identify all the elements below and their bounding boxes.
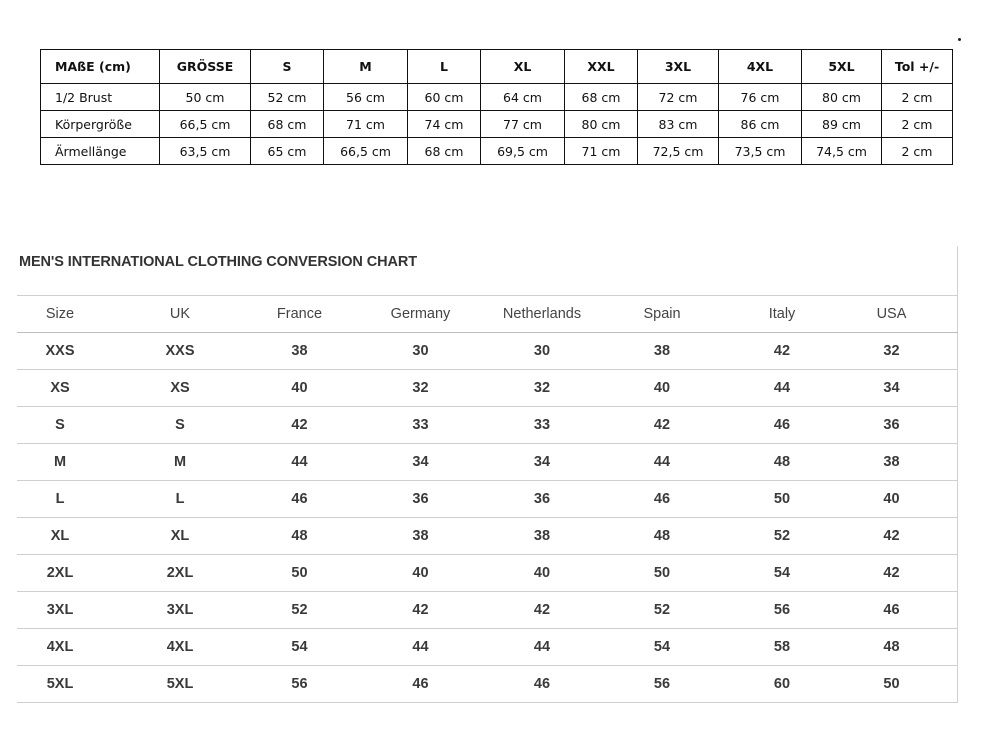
size-table-cell: 86 cm bbox=[719, 111, 802, 138]
conversion-table-cell: 44 bbox=[585, 444, 739, 481]
conversion-table-body bbox=[17, 333, 958, 703]
conversion-table-cell: 56 bbox=[739, 592, 825, 629]
conversion-table-cell: 50 bbox=[585, 555, 739, 592]
conversion-table-row bbox=[17, 333, 958, 370]
size-table-cell: 56 cm bbox=[324, 84, 408, 111]
conversion-table-cell: 34 bbox=[825, 370, 958, 407]
conversion-table-header: Germany bbox=[342, 296, 499, 333]
conversion-table-cell: 40 bbox=[342, 555, 499, 592]
size-table-cell-label: 1/2 Brust bbox=[41, 84, 160, 111]
conversion-table-cell: 40 bbox=[257, 370, 342, 407]
conversion-table-header: Netherlands bbox=[499, 296, 585, 333]
size-table-row bbox=[41, 84, 953, 111]
conversion-table-row bbox=[17, 666, 958, 703]
conversion-table bbox=[17, 295, 958, 703]
conversion-table-cell-label: XL bbox=[17, 518, 103, 555]
conversion-table-cell: 44 bbox=[342, 629, 499, 666]
size-table-body bbox=[41, 84, 953, 165]
conversion-table-cell: 32 bbox=[342, 370, 499, 407]
conversion-table-cell: 38 bbox=[499, 518, 585, 555]
size-table-cell: 80 cm bbox=[565, 111, 638, 138]
size-table-cell: 68 cm bbox=[408, 138, 481, 165]
size-table-cell: 71 cm bbox=[565, 138, 638, 165]
conversion-table-cell: 42 bbox=[825, 555, 958, 592]
size-table-cell: 74 cm bbox=[408, 111, 481, 138]
size-table-header: L bbox=[408, 50, 481, 84]
size-table-cell: 2 cm bbox=[882, 84, 953, 111]
conversion-table-cell: 56 bbox=[585, 666, 739, 703]
conversion-table-cell: 46 bbox=[499, 666, 585, 703]
conversion-table-cell: 46 bbox=[585, 481, 739, 518]
size-table-header: GRÖSSE bbox=[160, 50, 251, 84]
conversion-table-cell: 56 bbox=[257, 666, 342, 703]
size-table-cell: 80 cm bbox=[802, 84, 882, 111]
conversion-table-row bbox=[17, 407, 958, 444]
conversion-table-header: USA bbox=[825, 296, 958, 333]
conversion-table-cell: S bbox=[103, 407, 257, 444]
conversion-table-header: France bbox=[257, 296, 342, 333]
conversion-table-cell: 58 bbox=[739, 629, 825, 666]
conversion-table-cell: 36 bbox=[825, 407, 958, 444]
conversion-table-cell: 40 bbox=[499, 555, 585, 592]
size-table-header-row bbox=[41, 50, 953, 84]
conversion-table-header-row bbox=[17, 296, 958, 333]
size-table-row bbox=[41, 111, 953, 138]
size-table-header: 3XL bbox=[638, 50, 719, 84]
conversion-table-cell: 3XL bbox=[103, 592, 257, 629]
conversion-table-cell: 54 bbox=[257, 629, 342, 666]
size-table-cell: 2 cm bbox=[882, 138, 953, 165]
conversion-table-cell-label: 4XL bbox=[17, 629, 103, 666]
size-table-cell: 83 cm bbox=[638, 111, 719, 138]
conversion-table-cell: 46 bbox=[825, 592, 958, 629]
size-table-header: XL bbox=[481, 50, 565, 84]
size-table-cell: 66,5 cm bbox=[324, 138, 408, 165]
size-table-cell: 74,5 cm bbox=[802, 138, 882, 165]
conversion-table-cell: 52 bbox=[585, 592, 739, 629]
conversion-table-cell: 33 bbox=[499, 407, 585, 444]
size-table-cell: 77 cm bbox=[481, 111, 565, 138]
conversion-table-header: Spain bbox=[585, 296, 739, 333]
conversion-table-cell: 48 bbox=[257, 518, 342, 555]
size-measurement-table bbox=[40, 49, 953, 165]
conversion-table-cell: 44 bbox=[499, 629, 585, 666]
conversion-table-cell-label: L bbox=[17, 481, 103, 518]
conversion-table-cell: 54 bbox=[739, 555, 825, 592]
conversion-table-cell: 38 bbox=[257, 333, 342, 370]
size-table-header: Tol +/- bbox=[882, 50, 953, 84]
conversion-table-cell-label: 2XL bbox=[17, 555, 103, 592]
size-table-header: MAßE (cm) bbox=[41, 50, 160, 84]
conversion-table-cell: 48 bbox=[739, 444, 825, 481]
size-table-cell: 66,5 cm bbox=[160, 111, 251, 138]
conversion-table-cell: 48 bbox=[825, 629, 958, 666]
conversion-table-cell: 44 bbox=[739, 370, 825, 407]
conversion-table-cell: 42 bbox=[257, 407, 342, 444]
conversion-table-header: UK bbox=[103, 296, 257, 333]
conversion-table-cell: 38 bbox=[825, 444, 958, 481]
size-table-cell: 72 cm bbox=[638, 84, 719, 111]
conversion-chart bbox=[17, 246, 958, 702]
size-table-cell: 60 cm bbox=[408, 84, 481, 111]
conversion-table-cell: 50 bbox=[825, 666, 958, 703]
conversion-table-cell: XS bbox=[103, 370, 257, 407]
size-table-header: S bbox=[251, 50, 324, 84]
conversion-table-cell: 5XL bbox=[103, 666, 257, 703]
conversion-table-header: Italy bbox=[739, 296, 825, 333]
conversion-table-cell-label: M bbox=[17, 444, 103, 481]
size-table-cell: 68 cm bbox=[251, 111, 324, 138]
size-table-cell: 68 cm bbox=[565, 84, 638, 111]
size-table-header: 5XL bbox=[802, 50, 882, 84]
conversion-table-cell-label: XXS bbox=[17, 333, 103, 370]
size-table-cell: 64 cm bbox=[481, 84, 565, 111]
size-table-cell-label: Ärmellänge bbox=[41, 138, 160, 165]
conversion-table-cell: 60 bbox=[739, 666, 825, 703]
conversion-table-row bbox=[17, 592, 958, 629]
conversion-table-cell: 46 bbox=[342, 666, 499, 703]
conversion-table-cell: 36 bbox=[499, 481, 585, 518]
conversion-table-cell: 30 bbox=[499, 333, 585, 370]
conversion-table-cell: 36 bbox=[342, 481, 499, 518]
size-table-cell: 69,5 cm bbox=[481, 138, 565, 165]
conversion-table-cell: 40 bbox=[585, 370, 739, 407]
conversion-table-cell: 34 bbox=[499, 444, 585, 481]
conversion-table-cell: XXS bbox=[103, 333, 257, 370]
conversion-chart-title: MEN'S INTERNATIONAL CLOTHING CONVERSION CHART bbox=[19, 254, 417, 270]
conversion-table-cell: M bbox=[103, 444, 257, 481]
conversion-table-cell-label: S bbox=[17, 407, 103, 444]
size-table-cell: 76 cm bbox=[719, 84, 802, 111]
conversion-table-cell-label: XS bbox=[17, 370, 103, 407]
conversion-table-row bbox=[17, 444, 958, 481]
conversion-table-cell: 33 bbox=[342, 407, 499, 444]
conversion-table-cell: 32 bbox=[825, 333, 958, 370]
stray-dot bbox=[958, 38, 961, 41]
conversion-table-row bbox=[17, 518, 958, 555]
size-table-cell: 71 cm bbox=[324, 111, 408, 138]
conversion-table-cell: 46 bbox=[257, 481, 342, 518]
conversion-table-row bbox=[17, 555, 958, 592]
conversion-table-cell: L bbox=[103, 481, 257, 518]
conversion-table-cell: 52 bbox=[739, 518, 825, 555]
conversion-table-header: Size bbox=[17, 296, 103, 333]
conversion-table-cell-label: 3XL bbox=[17, 592, 103, 629]
conversion-table-row bbox=[17, 629, 958, 666]
size-table-cell-label: Körpergröße bbox=[41, 111, 160, 138]
conversion-table-row bbox=[17, 370, 958, 407]
size-table-row bbox=[41, 138, 953, 165]
size-table-header: M bbox=[324, 50, 408, 84]
conversion-table-cell: 42 bbox=[499, 592, 585, 629]
conversion-table-cell: 30 bbox=[342, 333, 499, 370]
conversion-table-cell: 44 bbox=[257, 444, 342, 481]
conversion-table-cell: 42 bbox=[342, 592, 499, 629]
conversion-table-cell: 42 bbox=[585, 407, 739, 444]
conversion-table-cell: 40 bbox=[825, 481, 958, 518]
conversion-table-cell-label: 5XL bbox=[17, 666, 103, 703]
conversion-table-cell: 42 bbox=[825, 518, 958, 555]
conversion-table-cell: 38 bbox=[585, 333, 739, 370]
conversion-table-cell: 2XL bbox=[103, 555, 257, 592]
size-table-cell: 73,5 cm bbox=[719, 138, 802, 165]
conversion-table-cell: 54 bbox=[585, 629, 739, 666]
conversion-table-cell: 4XL bbox=[103, 629, 257, 666]
conversion-table-cell: 32 bbox=[499, 370, 585, 407]
size-table-cell: 89 cm bbox=[802, 111, 882, 138]
size-table-cell: 2 cm bbox=[882, 111, 953, 138]
size-table-cell: 65 cm bbox=[251, 138, 324, 165]
conversion-table-cell: 46 bbox=[739, 407, 825, 444]
size-table-cell: 52 cm bbox=[251, 84, 324, 111]
conversion-table-row bbox=[17, 481, 958, 518]
conversion-table-cell: 50 bbox=[257, 555, 342, 592]
size-table-cell: 50 cm bbox=[160, 84, 251, 111]
conversion-table-cell: 50 bbox=[739, 481, 825, 518]
conversion-table-cell: XL bbox=[103, 518, 257, 555]
size-table-header: XXL bbox=[565, 50, 638, 84]
size-table-cell: 72,5 cm bbox=[638, 138, 719, 165]
size-table-cell: 63,5 cm bbox=[160, 138, 251, 165]
conversion-table-cell: 48 bbox=[585, 518, 739, 555]
conversion-table-cell: 38 bbox=[342, 518, 499, 555]
conversion-table-cell: 52 bbox=[257, 592, 342, 629]
size-table-header: 4XL bbox=[719, 50, 802, 84]
conversion-table-cell: 42 bbox=[739, 333, 825, 370]
conversion-table-cell: 34 bbox=[342, 444, 499, 481]
